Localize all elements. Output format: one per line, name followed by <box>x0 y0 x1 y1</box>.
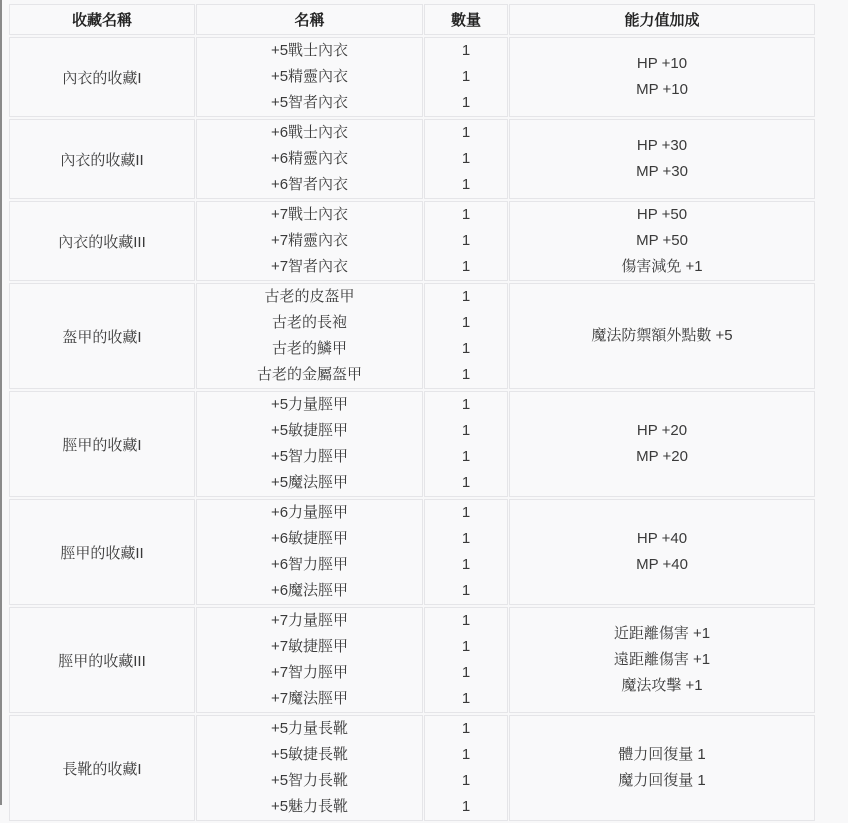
quantity-cell <box>424 391 508 497</box>
collection-name-cell: 盔甲的收藏I <box>9 283 195 389</box>
stat-bonus-line: MP +40 <box>636 556 688 573</box>
quantity-value: 1 <box>461 314 471 331</box>
table-row <box>9 283 815 389</box>
item-names-cell <box>196 715 423 821</box>
stat-bonus-line: MP +10 <box>636 81 688 98</box>
quantity-value: 1 <box>461 340 471 357</box>
quantity-cell <box>424 283 508 389</box>
header-row <box>9 4 815 35</box>
item-name: 古老的長袍 <box>271 314 347 331</box>
item-names-cell <box>196 499 423 605</box>
item-name: +7戰士內衣 <box>270 206 349 223</box>
item-name: +5精靈內衣 <box>270 68 349 85</box>
quantity-cell <box>424 119 508 199</box>
stat-bonus-line: 魔法攻擊 +1 <box>621 677 703 694</box>
item-name: +7精靈內衣 <box>270 232 349 249</box>
header-item-name: 名稱 <box>196 4 423 35</box>
collection-name-cell: 脛甲的收藏I <box>9 391 195 497</box>
quantity-value: 1 <box>461 530 471 547</box>
item-name: 古老的金屬盔甲 <box>256 366 362 383</box>
stat-bonus-cell <box>509 499 815 605</box>
item-name: +7敏捷脛甲 <box>270 638 349 655</box>
quantity-value: 1 <box>461 798 471 815</box>
quantity-value: 1 <box>461 396 471 413</box>
item-name: +5魔法脛甲 <box>270 474 349 491</box>
quantity-value: 1 <box>461 448 471 465</box>
item-names-cell <box>196 37 423 117</box>
quantity-value: 1 <box>461 258 471 275</box>
item-name: +5力量脛甲 <box>270 396 349 413</box>
quantity-value: 1 <box>461 504 471 521</box>
item-name: 古老的皮盔甲 <box>264 288 355 305</box>
item-name: +6智力脛甲 <box>270 556 349 573</box>
quantity-value: 1 <box>461 772 471 789</box>
item-name: +6精靈內衣 <box>270 150 349 167</box>
item-names-cell <box>196 119 423 199</box>
item-names-cell <box>196 607 423 713</box>
quantity-value: 1 <box>461 638 471 655</box>
stat-bonus-line: MP +50 <box>636 232 688 249</box>
item-name: +5智力長靴 <box>270 772 349 789</box>
table-row <box>9 499 815 605</box>
item-name: +7魔法脛甲 <box>270 690 349 707</box>
table-row <box>9 201 815 281</box>
quantity-value: 1 <box>461 690 471 707</box>
quantity-value: 1 <box>461 206 471 223</box>
stat-bonus-line: 魔力回復量 1 <box>618 772 706 789</box>
quantity-value: 1 <box>461 720 471 737</box>
stat-bonus-cell <box>509 119 815 199</box>
item-name: +7智力脛甲 <box>270 664 349 681</box>
table-row <box>9 391 815 497</box>
quantity-value: 1 <box>461 664 471 681</box>
item-name: +5智者內衣 <box>270 94 349 111</box>
quantity-value: 1 <box>461 124 471 141</box>
item-names-cell <box>196 391 423 497</box>
item-name: +6魔法脛甲 <box>270 582 349 599</box>
stat-bonus-cell <box>509 391 815 497</box>
table-row <box>9 715 815 821</box>
item-name: +5戰士內衣 <box>270 42 349 59</box>
stat-bonus-cell <box>509 283 815 389</box>
quantity-value: 1 <box>461 612 471 629</box>
item-name: +5敏捷脛甲 <box>270 422 349 439</box>
item-names-cell <box>196 283 423 389</box>
header-stat-bonus: 能力值加成 <box>509 4 815 35</box>
stat-bonus-line: MP +20 <box>636 448 688 465</box>
table-body <box>9 37 815 821</box>
quantity-value: 1 <box>461 746 471 763</box>
item-name: +6力量脛甲 <box>270 504 349 521</box>
table-row <box>9 119 815 199</box>
quantity-value: 1 <box>461 68 471 85</box>
quantity-cell <box>424 499 508 605</box>
stat-bonus-line: MP +30 <box>636 163 688 180</box>
stat-bonus-line: HP +20 <box>636 422 688 439</box>
stat-bonus-cell <box>509 607 815 713</box>
quantity-cell <box>424 37 508 117</box>
stat-bonus-line: HP +30 <box>636 137 688 154</box>
quantity-cell <box>424 607 508 713</box>
quantity-value: 1 <box>461 582 471 599</box>
table-row <box>9 607 815 713</box>
collection-name-cell: 脛甲的收藏III <box>9 607 195 713</box>
quantity-cell <box>424 201 508 281</box>
table-row <box>9 37 815 117</box>
stat-bonus-cell <box>509 201 815 281</box>
item-name: +5智力脛甲 <box>270 448 349 465</box>
collection-name-cell: 內衣的收藏III <box>9 201 195 281</box>
collection-name-cell: 內衣的收藏II <box>9 119 195 199</box>
item-name: +6戰士內衣 <box>270 124 349 141</box>
quantity-value: 1 <box>461 366 471 383</box>
collection-table <box>8 2 816 823</box>
item-name: +7力量脛甲 <box>270 612 349 629</box>
header-collection-name: 收藏名稱 <box>9 4 195 35</box>
quantity-value: 1 <box>461 176 471 193</box>
stat-bonus-line: 體力回復量 1 <box>618 746 706 763</box>
quantity-value: 1 <box>461 42 471 59</box>
stat-bonus-line: 魔法防禦額外點數 +5 <box>591 327 733 344</box>
stat-bonus-line: HP +10 <box>636 55 688 72</box>
item-name: +5魅力長靴 <box>270 798 349 815</box>
stat-bonus-line: HP +50 <box>636 206 688 223</box>
stat-bonus-cell <box>509 715 815 821</box>
header-quantity: 數量 <box>424 4 508 35</box>
item-name: +6敏捷脛甲 <box>270 530 349 547</box>
quantity-value: 1 <box>461 232 471 249</box>
stat-bonus-cell <box>509 37 815 117</box>
quantity-value: 1 <box>461 422 471 439</box>
stat-bonus-line: 遠距離傷害 +1 <box>613 651 711 668</box>
collection-name-cell: 脛甲的收藏II <box>9 499 195 605</box>
item-name: +6智者內衣 <box>270 176 349 193</box>
collection-name-cell: 內衣的收藏I <box>9 37 195 117</box>
collection-name-cell: 長靴的收藏I <box>9 715 195 821</box>
quantity-value: 1 <box>461 556 471 573</box>
item-name: +5力量長靴 <box>270 720 349 737</box>
quantity-cell <box>424 715 508 821</box>
window-left-edge <box>0 0 2 805</box>
quantity-value: 1 <box>461 288 471 305</box>
item-name: +5敏捷長靴 <box>270 746 349 763</box>
item-names-cell <box>196 201 423 281</box>
stat-bonus-line: 近距離傷害 +1 <box>613 625 711 642</box>
stat-bonus-line: HP +40 <box>636 530 688 547</box>
table-header <box>9 4 815 35</box>
quantity-value: 1 <box>461 150 471 167</box>
quantity-value: 1 <box>461 94 471 111</box>
item-name: 古老的鱗甲 <box>271 340 347 357</box>
item-name: +7智者內衣 <box>270 258 349 275</box>
stat-bonus-line: 傷害減免 +1 <box>621 258 703 275</box>
quantity-value: 1 <box>461 474 471 491</box>
